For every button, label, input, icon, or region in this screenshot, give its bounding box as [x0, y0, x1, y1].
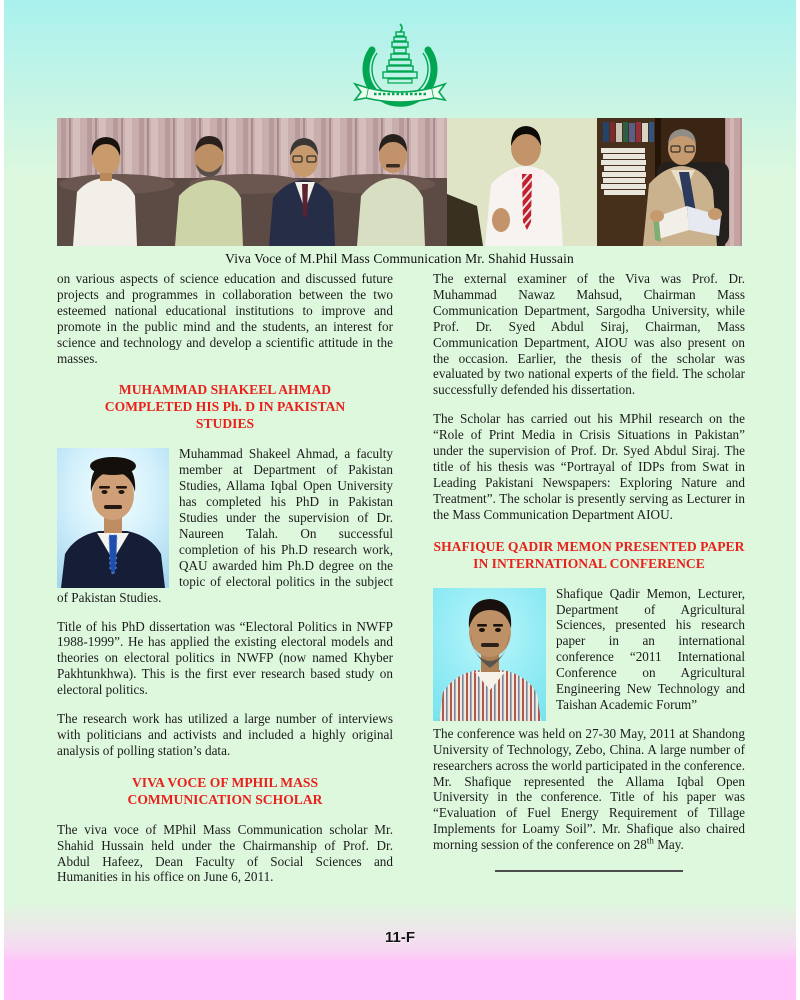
paragraph-dissertation-title: Title of his PhD dissertation was “Electoral Politics in NWFP 1988-1999”. He has applied the existing electoral models and theories on electoral politics in NWFP (now named Khyber Pakhtunkhwa). This is the first ever research based study on electoral politics.	[57, 618, 393, 698]
paragraph-viva-voce: The viva voce of MPhil Mass Communication scholar Mr. Shahid Hussain held under the Chairmanship of Prof. Dr. Abdul Hafeez, Dean Faculty of Social Sciences and Humanities in his office on June 6, 2011.	[57, 821, 393, 885]
paragraph-external-examiner: The external examiner of the Viva was Prof. Dr. Muhammad Nawaz Mahsud, Chairman Mass Communication Department, Sargodha University, while Prof. Dr. Syed Abdul Siraj, Chairman, Mass Communication Department, AIOU was also present on the occasion. Earlier, the thesis of the scholar was evaluated by two national experts of the field. The scholar successfully defended his dissertation.	[433, 271, 745, 398]
heading-shakeel-ahmad-phd: MUHAMMAD SHAKEEL AHMAD COMPLETED HIS Ph. D IN PAKISTAN STUDIES	[104, 382, 346, 432]
paragraph-shakeel-ahmad: Muhammad Shakeel Ahmad, a faculty member at Department of Pakistan Studies, Allama Iqbal Open University has completed his PhD in Pakistan Studies under the supervision of Dr. Naureen Talah. On successful completion of his Ph.D research work, QAU awarded him Ph.D degree on the topic of electoral politics in the subject of Pakistan Studies.	[57, 446, 393, 605]
viva-voce-photo-figure	[57, 118, 742, 267]
paragraph-mphil-research: The Scholar has carried out his MPhil research on the “Role of Print Media in Crisis Situations in Pakistan” under the supervision of Prof. Dr. Syed Abdul Siraj. The title of his thesis was “Portrayal of IDPs from Swat in Leading Pakistani Newspapers: Exploring Nature and Treatment”. The scholar is presently serving as Lecturer in the Mass Communication Department AIOU.	[433, 411, 745, 522]
paragraph-shafique-memon: Shafique Qadir Memon, Lecturer, Department of Agricultural Sciences, presented his research paper in an international conference “2011 International Conference on Agricultural Engineering New Technology and Taishan Academic Forum”	[556, 585, 745, 712]
ordinal-superscript: th	[646, 835, 654, 846]
paragraph-conference-details	[433, 726, 745, 853]
heading-shafique-memon: SHAFIQUE QADIR MEMON PRESENTED PAPER IN INTERNATIONAL CONFERENCE	[433, 538, 745, 571]
photo-caption: Viva Voce of M.Phil Mass Communication Mr. Shahid Hussain	[225, 251, 574, 266]
shafique-memon-portrait-photo	[433, 588, 546, 721]
right-column	[433, 271, 745, 872]
shafique-memon-section	[433, 586, 745, 726]
conference-text: The conference was held on 27-30 May, 2011 at Shandong University of Technology, Zebo, China. A large number of researchers across the world participated in the conference. Mr. Shafique represented the Allama Iqbal Open University in the conference. Title of his paper was “Evaluation of Fuel Energy Requirement of Tillage Implements for Loamy Soil”. Mr. Shafique also chaired morning session of the conference on 28	[433, 725, 745, 853]
paragraph-science-education: on various aspects of science education and discussed future projects and programmes in collaboration between the two esteemed national educational institutions to improve and promote in the public mind and the students, an interest for science and technology and develop a scientific attitude in the masses.	[57, 271, 393, 366]
heading-viva-voce: VIVA VOCE OF MPHIL MASS COMMUNICATION SCHOLAR	[127, 774, 323, 807]
conference-text-end: May.	[653, 837, 684, 853]
left-column	[57, 271, 393, 898]
shakeel-ahmad-section	[57, 446, 393, 618]
shakeel-ahmad-portrait-photo	[57, 448, 169, 588]
paragraph-research-work: The research work has utilized a large number of interviews with politicians and activists and included a highly original analysis of polling station’s data.	[57, 711, 393, 758]
university-logo-icon	[352, 22, 448, 114]
page-number: 11-F	[384, 929, 415, 946]
viva-voce-group-photo	[57, 118, 742, 246]
section-end-rule	[495, 870, 683, 872]
